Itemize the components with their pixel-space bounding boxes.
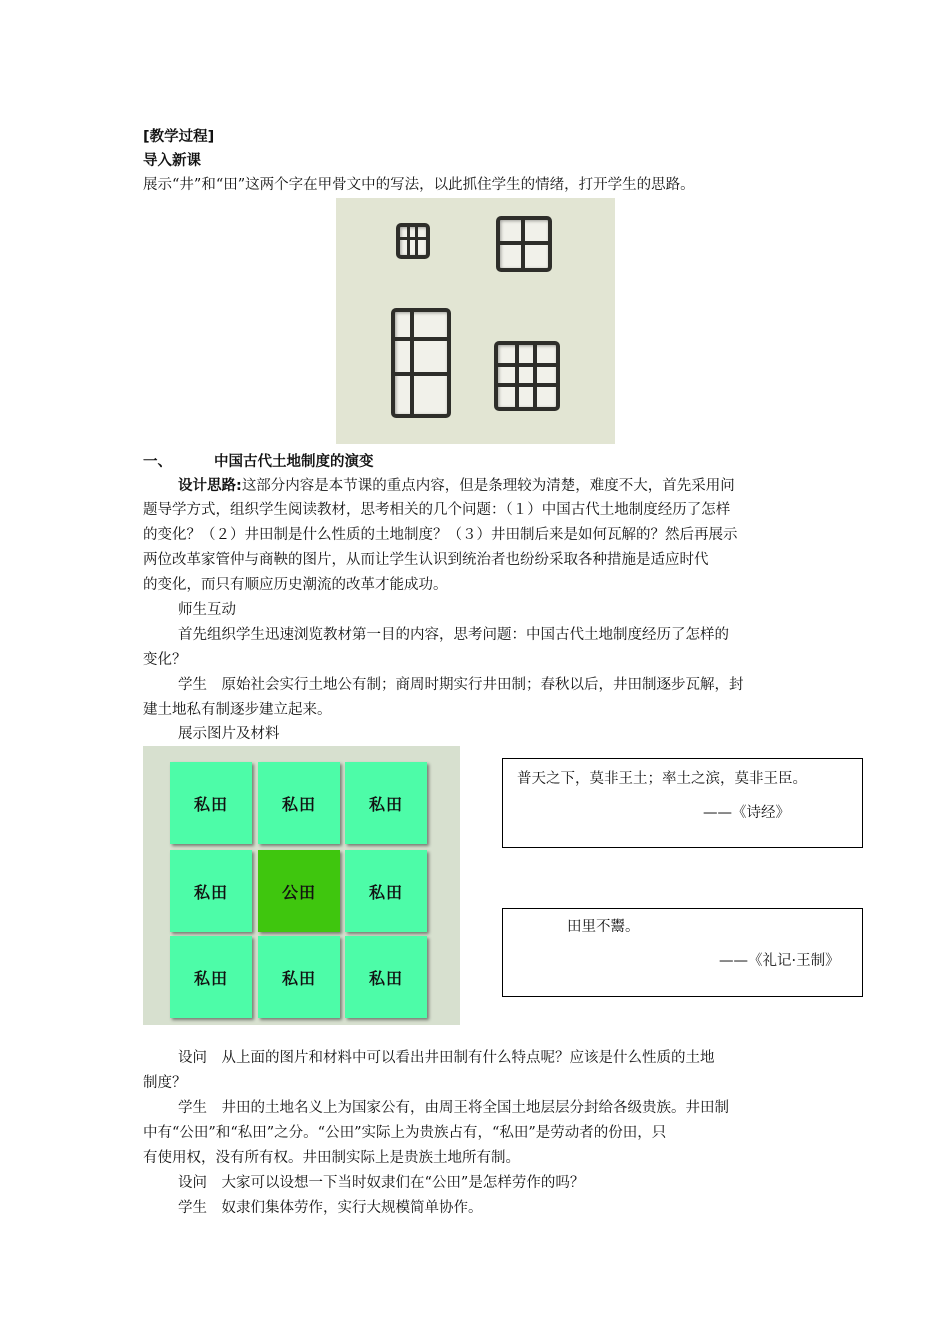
question-2: 设问 大家可以设想一下当时奴隶们在“公田”是怎样劳作的吗？	[178, 1175, 585, 1191]
intro-text: 展示“井”和“田”这两个字在甲骨文中的写法，以此抓住学生的情绪，打开学生的思路。	[143, 177, 695, 193]
field-cell-private: 私田	[170, 762, 252, 844]
design-line-4: 两位改革家管仲与商鞅的图片，从而让学生认识到统治者也纷纷采取各种措施是适应时代	[143, 552, 709, 568]
oracle-glyph-tall	[391, 308, 451, 418]
field-cell-private: 私田	[345, 850, 427, 932]
answer-1-line-3: 有使用权，没有所有权。井田制实际上是贵族土地所有制。	[143, 1150, 520, 1166]
field-cell-private: 私田	[170, 850, 252, 932]
answer-1-line-1: 学生 井田的土地名义上为国家公有，由周王将全国土地层层分封给各级贵族。井田制	[178, 1100, 729, 1116]
field-cell-private: 私田	[345, 936, 427, 1018]
question-1-line-1: 设问 从上面的图片和材料中可以看出井田制有什么特点呢？应该是什么性质的土地	[178, 1050, 715, 1066]
oracle-glyph-grid	[494, 341, 560, 411]
interaction-p1-line-1: 首先组织学生迅速浏览教材第一目的内容，思考问题：中国古代土地制度经历了怎样的	[178, 627, 729, 643]
answer-1-line-2: 中有“公田”和“私田”之分。“公田”实际上为贵族占有，“私田”是劳动者的份田，只	[143, 1125, 667, 1141]
oracle-glyph-tian	[496, 216, 552, 272]
interaction-p1-line-2: 变化？	[143, 652, 187, 668]
question-1-line-2: 制度？	[143, 1075, 187, 1091]
design-line-2: 题导学方式，组织学生阅读教材，思考相关的几个问题：（１）中国古代土地制度经历了怎样	[143, 502, 731, 518]
field-cell-private: 私田	[345, 762, 427, 844]
field-cell-private: 私田	[170, 936, 252, 1018]
oracle-script-image	[336, 198, 615, 444]
show-materials-text: 展示图片及材料	[178, 726, 280, 742]
quote-text: 田里不鬻。	[567, 919, 640, 935]
interaction-p2-line-2: 建土地私有制逐步建立起来。	[143, 702, 332, 718]
oracle-glyph-jing-small	[396, 223, 430, 259]
quote-box-shijing	[502, 758, 863, 848]
quote-source: ——《诗经》	[703, 805, 790, 821]
quote-source: ——《礼记·王制》	[719, 953, 840, 969]
field-cell-private: 私田	[258, 762, 340, 844]
design-label: 设计思路:	[178, 478, 242, 494]
interaction-p2-line-1: 学生 原始社会实行土地公有制；商周时期实行井田制；春秋以后，井田制逐步瓦解，封	[178, 677, 744, 693]
section-title: 中国古代土地制度的演变	[214, 454, 374, 470]
field-cell-public: 公田	[258, 850, 340, 932]
design-line-1: 设计思路:这部分内容是本节课的重点内容，但是条理较为清楚，难度不大，首先采用问	[178, 478, 735, 494]
teaching-process-heading: [教学过程]	[143, 129, 215, 145]
answer-2: 学生 奴隶们集体劳作，实行大规模简单协作。	[178, 1200, 483, 1216]
field-cell-private: 私田	[258, 936, 340, 1018]
design-line-5: 的变化，而只有顺应历史潮流的改革才能成功。	[143, 577, 448, 593]
quote-box-liji	[502, 908, 863, 997]
quote-text: 普天之下，莫非王土；率土之滨，莫非王臣。	[517, 771, 807, 787]
well-field-diagram	[143, 746, 460, 1025]
section-number: 一、	[143, 454, 172, 470]
intro-heading: 导入新课	[143, 153, 201, 169]
interaction-title: 师生互动	[178, 602, 236, 618]
design-line-3: 的变化？（２）井田制是什么性质的土地制度？（３）井田制后来是如何瓦解的？然后再展示	[143, 527, 738, 543]
